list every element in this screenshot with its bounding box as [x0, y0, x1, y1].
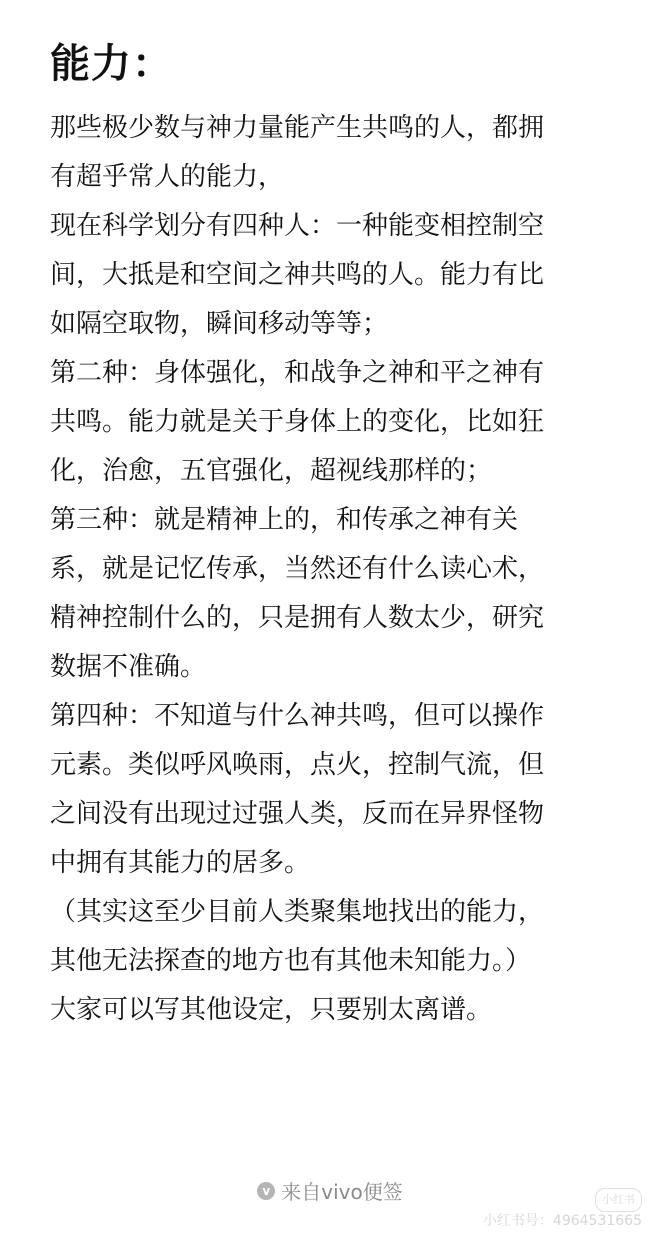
note-line: 之间没有出现过过强人类，反而在异界怪物	[50, 799, 545, 829]
note-line: 数据不准确。	[50, 652, 207, 682]
note-line: 第四种：不知道与什么神共鸣，但可以操作	[50, 701, 545, 731]
watermark-id: 小红书号：4964531665	[482, 1213, 642, 1229]
note-title: 能力：	[50, 41, 173, 87]
note-line: 有超乎常人的能力，	[50, 162, 285, 192]
note-line: 元素。类似呼风唤雨，点火，控制气流，但	[50, 750, 545, 780]
note-line: 中拥有其能力的居多。	[50, 848, 311, 878]
watermark-logo: 小红书	[595, 1188, 642, 1212]
note-source-label: 来自vivo便签	[281, 1180, 403, 1204]
note-line: 精神控制什么的，只是拥有人数太少，研究	[50, 603, 545, 633]
note-line: 如隔空取物，瞬间移动等等；	[50, 309, 389, 339]
note-line: 其他无法探查的地方也有其他未知能力。）	[50, 946, 532, 976]
note-line: 现在科学划分有四种人：一种能变相控制空	[50, 211, 545, 241]
note-body	[50, 104, 620, 1035]
vivo-icon: v	[257, 1182, 275, 1200]
note-line: （其实这至少目前人类聚集地找出的能力，	[50, 897, 545, 927]
note-line: 第二种：身体强化，和战争之神和平之神有	[50, 358, 545, 388]
note-line: 间，大抵是和空间之神共鸣的人。能力有比	[50, 260, 545, 290]
note-line: 共鸣。能力就是关于身体上的变化，比如狂	[50, 407, 545, 437]
note-line: 那些极少数与神力量能产生共鸣的人，都拥	[50, 113, 545, 143]
note-line: 第三种：就是精神上的，和传承之神有关	[50, 505, 519, 535]
note-line: 化，治愈，五官强化，超视线那样的；	[50, 456, 493, 486]
note-line: 大家可以写其他设定，只要别太离谱。	[50, 995, 493, 1025]
note-content	[50, 36, 620, 1035]
note-line: 系，就是记忆传承，当然还有什么读心术，	[50, 554, 545, 584]
watermark	[442, 1188, 642, 1230]
